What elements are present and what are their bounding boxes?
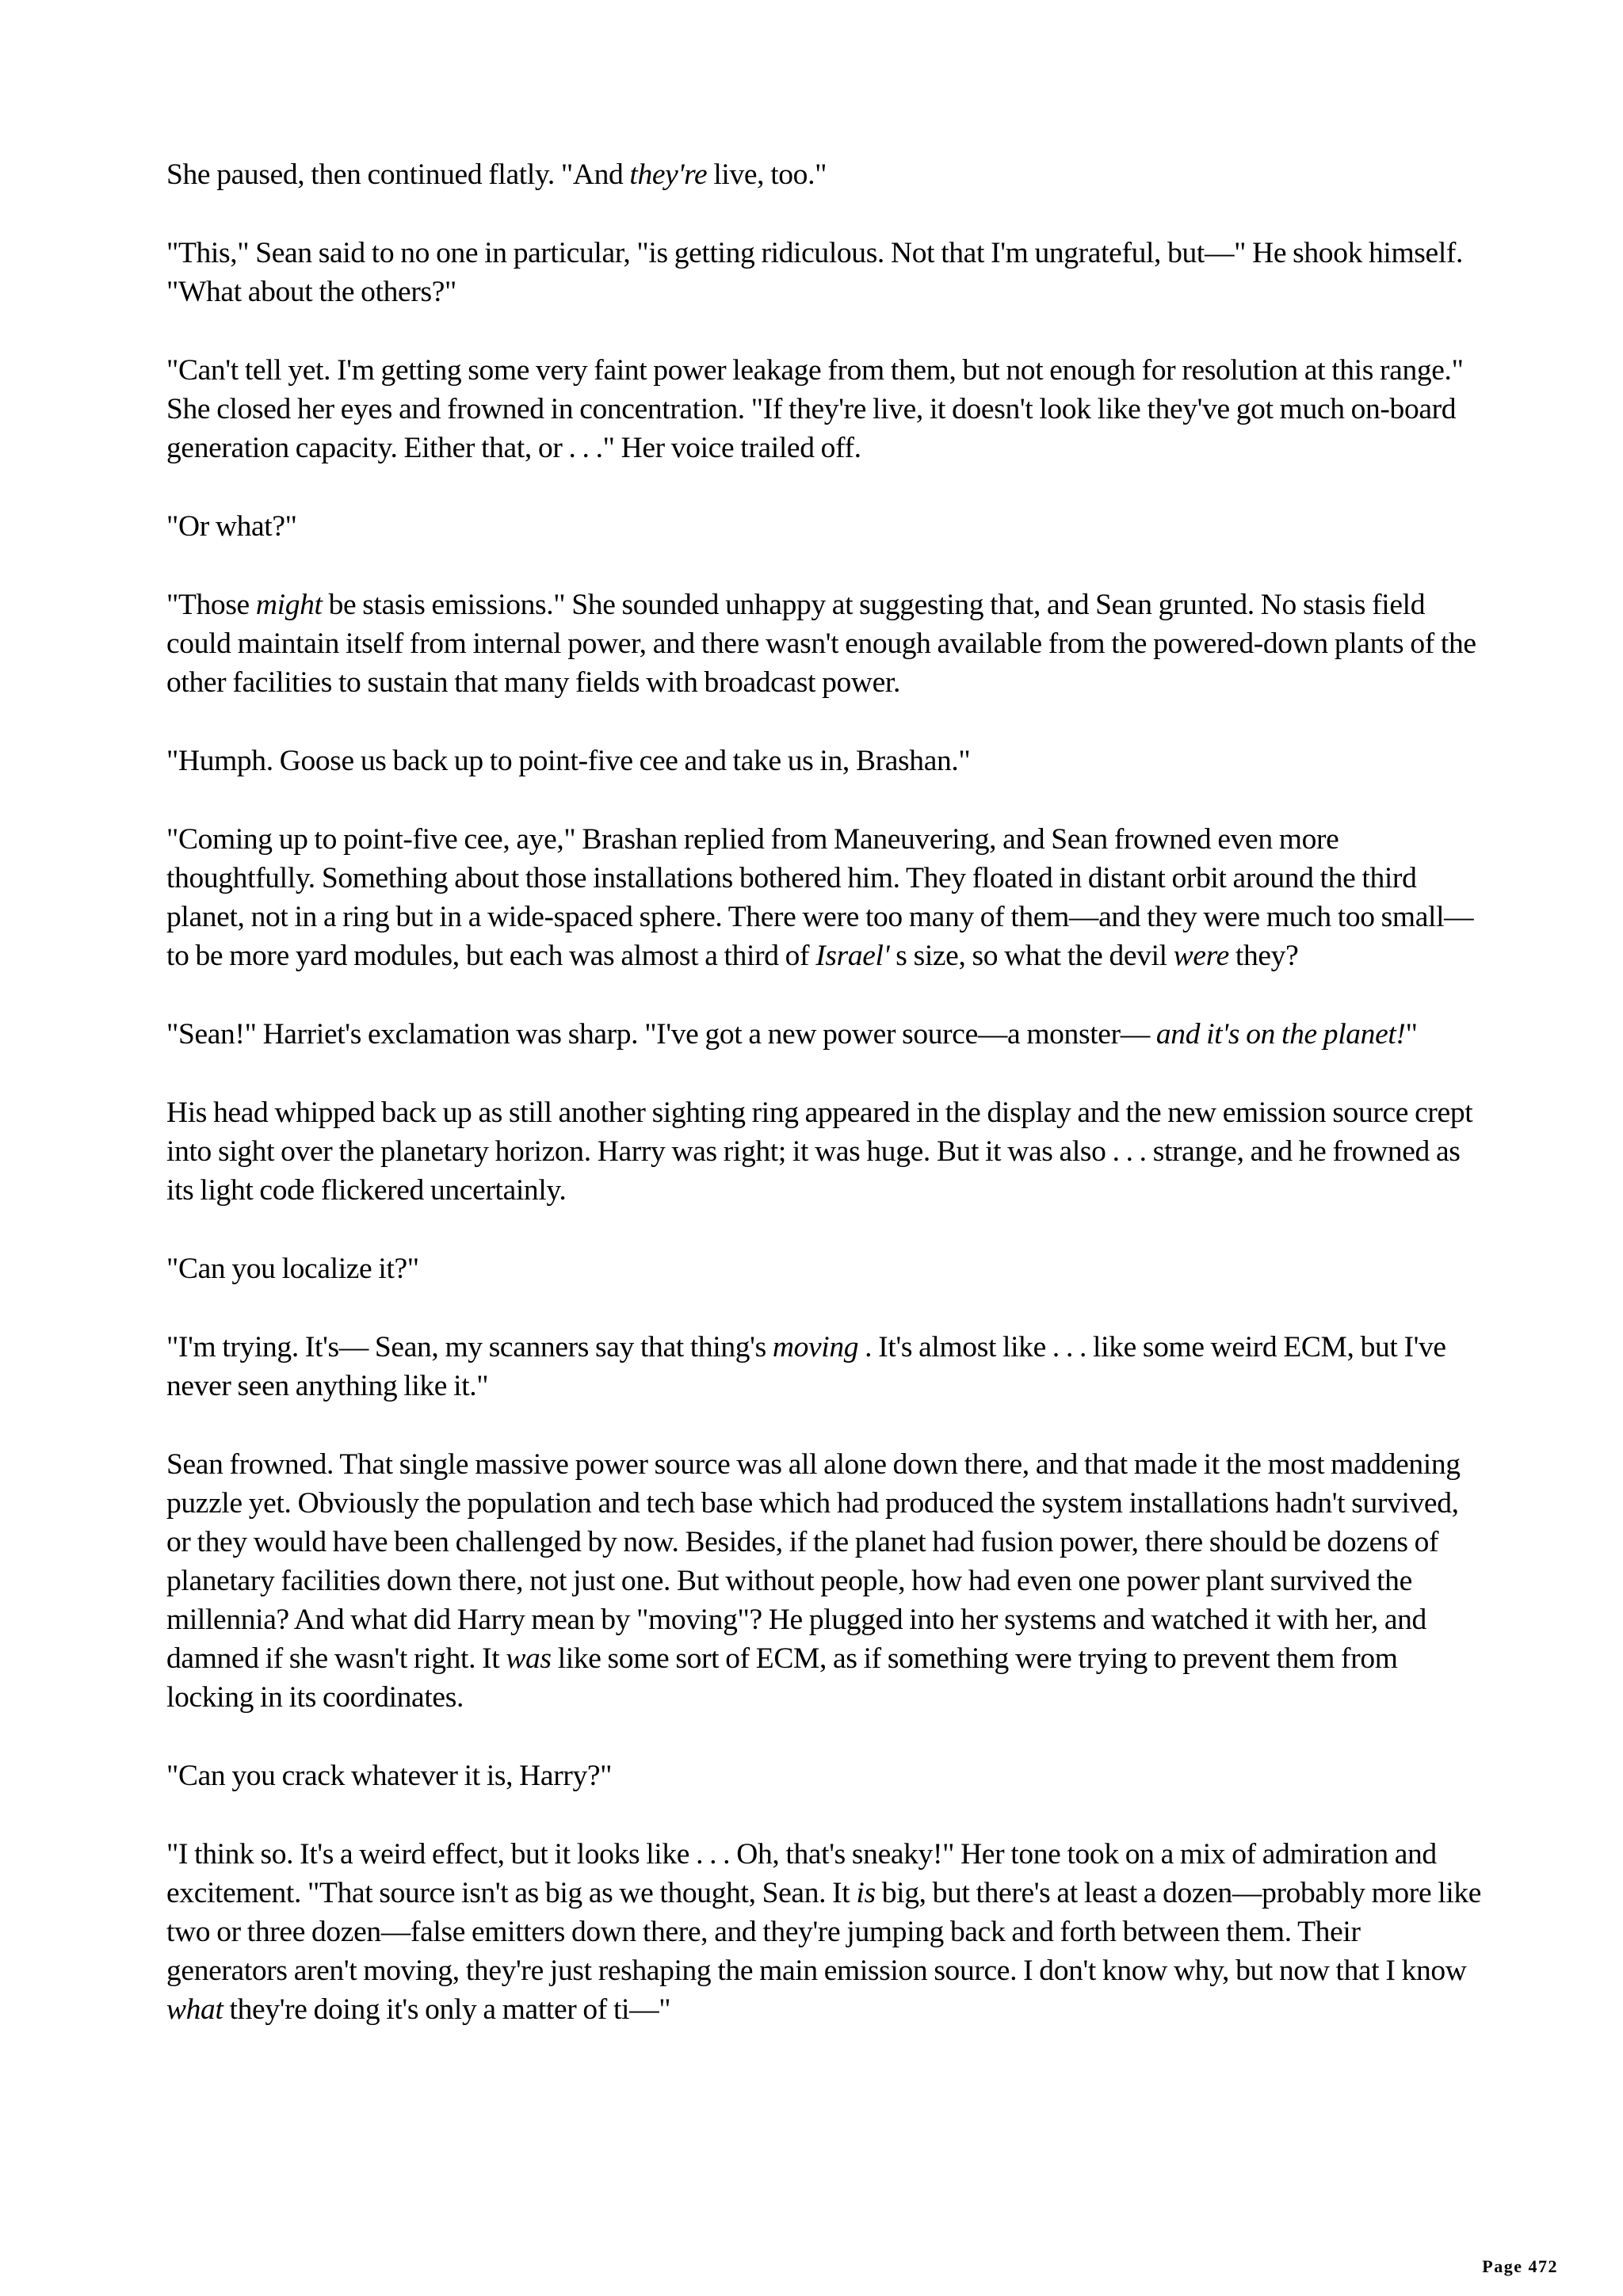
- paragraph-9: His head whipped back up as still another sighting ring appeared in the display and the new emission source crept into sight over the planetary horizon. Harry was right; it was huge. But it was also . . . strange, and he frowned as its light code flickered uncertainly.: [166, 1097, 1473, 1207]
- paragraph-13: "Can you crack whatever it is, Harry?": [166, 1760, 613, 1792]
- paragraph-1: She paused, then continued flatly. "And they're live, too.": [166, 158, 827, 191]
- paragraph-8: "Sean!" Harriet's exclamation was sharp. "I've got a new power source—a monster— and it's on the planet!": [166, 1018, 1418, 1051]
- paragraph-14: "I think so. It's a weird effect, but it looks like . . . Oh, that's sneaky!" Her tone took on a mix of admiration and excitement. "That source isn't as big as we thought, Sean. It is big, but there's at least a dozen—probably more like two or three dozen—false emitters down there, and they're jumping back and forth between them. Their generators aren't moving, they're just reshaping the main emission source. I don't know why, but now that I know what they're doing it's only a matter of ti—": [166, 1838, 1482, 2026]
- paragraph-4: "Or what?": [166, 510, 297, 543]
- paragraph-11: "I'm trying. It's— Sean, my scanners say that thing's moving . It's almost like . . . like some weird ECM, but I've never seen anything like it.": [166, 1331, 1446, 1402]
- paragraph-5: "Those might be stasis emissions." She sounded unhappy at suggesting that, and Sean grunted. No stasis field could maintain itself from internal power, and there wasn't enough available from the powered-down plants of the other facilities to sustain that many fields with broadcast power.: [166, 589, 1476, 699]
- paragraph-6: "Humph. Goose us back up to point-five cee and take us in, Brashan.": [166, 745, 971, 777]
- paragraph-2: "This," Sean said to no one in particular, "is getting ridiculous. Not that I'm ungrateful, but—" He shook himself. "What about the others?": [166, 237, 1464, 308]
- paragraph-3: "Can't tell yet. I'm getting some very faint power leakage from them, but not enough for resolution at this range." She closed her eyes and frowned in concentration. "If they're live, it doesn't look like they've got much on-board generation capacity. Either that, or . . ." Her voice trailed off.: [166, 354, 1464, 464]
- paragraph-7: "Coming up to point-five cee, aye," Brashan replied from Maneuvering, and Sean frowned even more thoughtfully. Something about those installations bothered him. They floated in distant orbit around the third planet, not in a ring but in a wide-spaced sphere. There were too many of them—and they were much too small—to be more yard modules, but each was almost a third of Israel' s size, so what the devil were they?: [166, 823, 1474, 972]
- paragraph-12: Sean frowned. That single massive power source was all alone down there, and that made it the most maddening puzzle yet. Obviously the population and tech base which had produced the system installations hadn't survived, or they would have been challenged by now. Besides, if the planet had fusion power, there should be dozens of planetary facilities down there, not just one. But without people, how had even one power plant survived the millennia? And what did Harry mean by "moving"? He plugged into her systems and watched it with her, and damned if she wasn't right. It was like some sort of ECM, as if something were trying to prevent them from locking in its coordinates.: [166, 1448, 1461, 1714]
- page-body: [166, 155, 1482, 2069]
- page-number: Page 472: [1482, 2256, 1558, 2276]
- paragraph-10: "Can you localize it?": [166, 1253, 419, 1285]
